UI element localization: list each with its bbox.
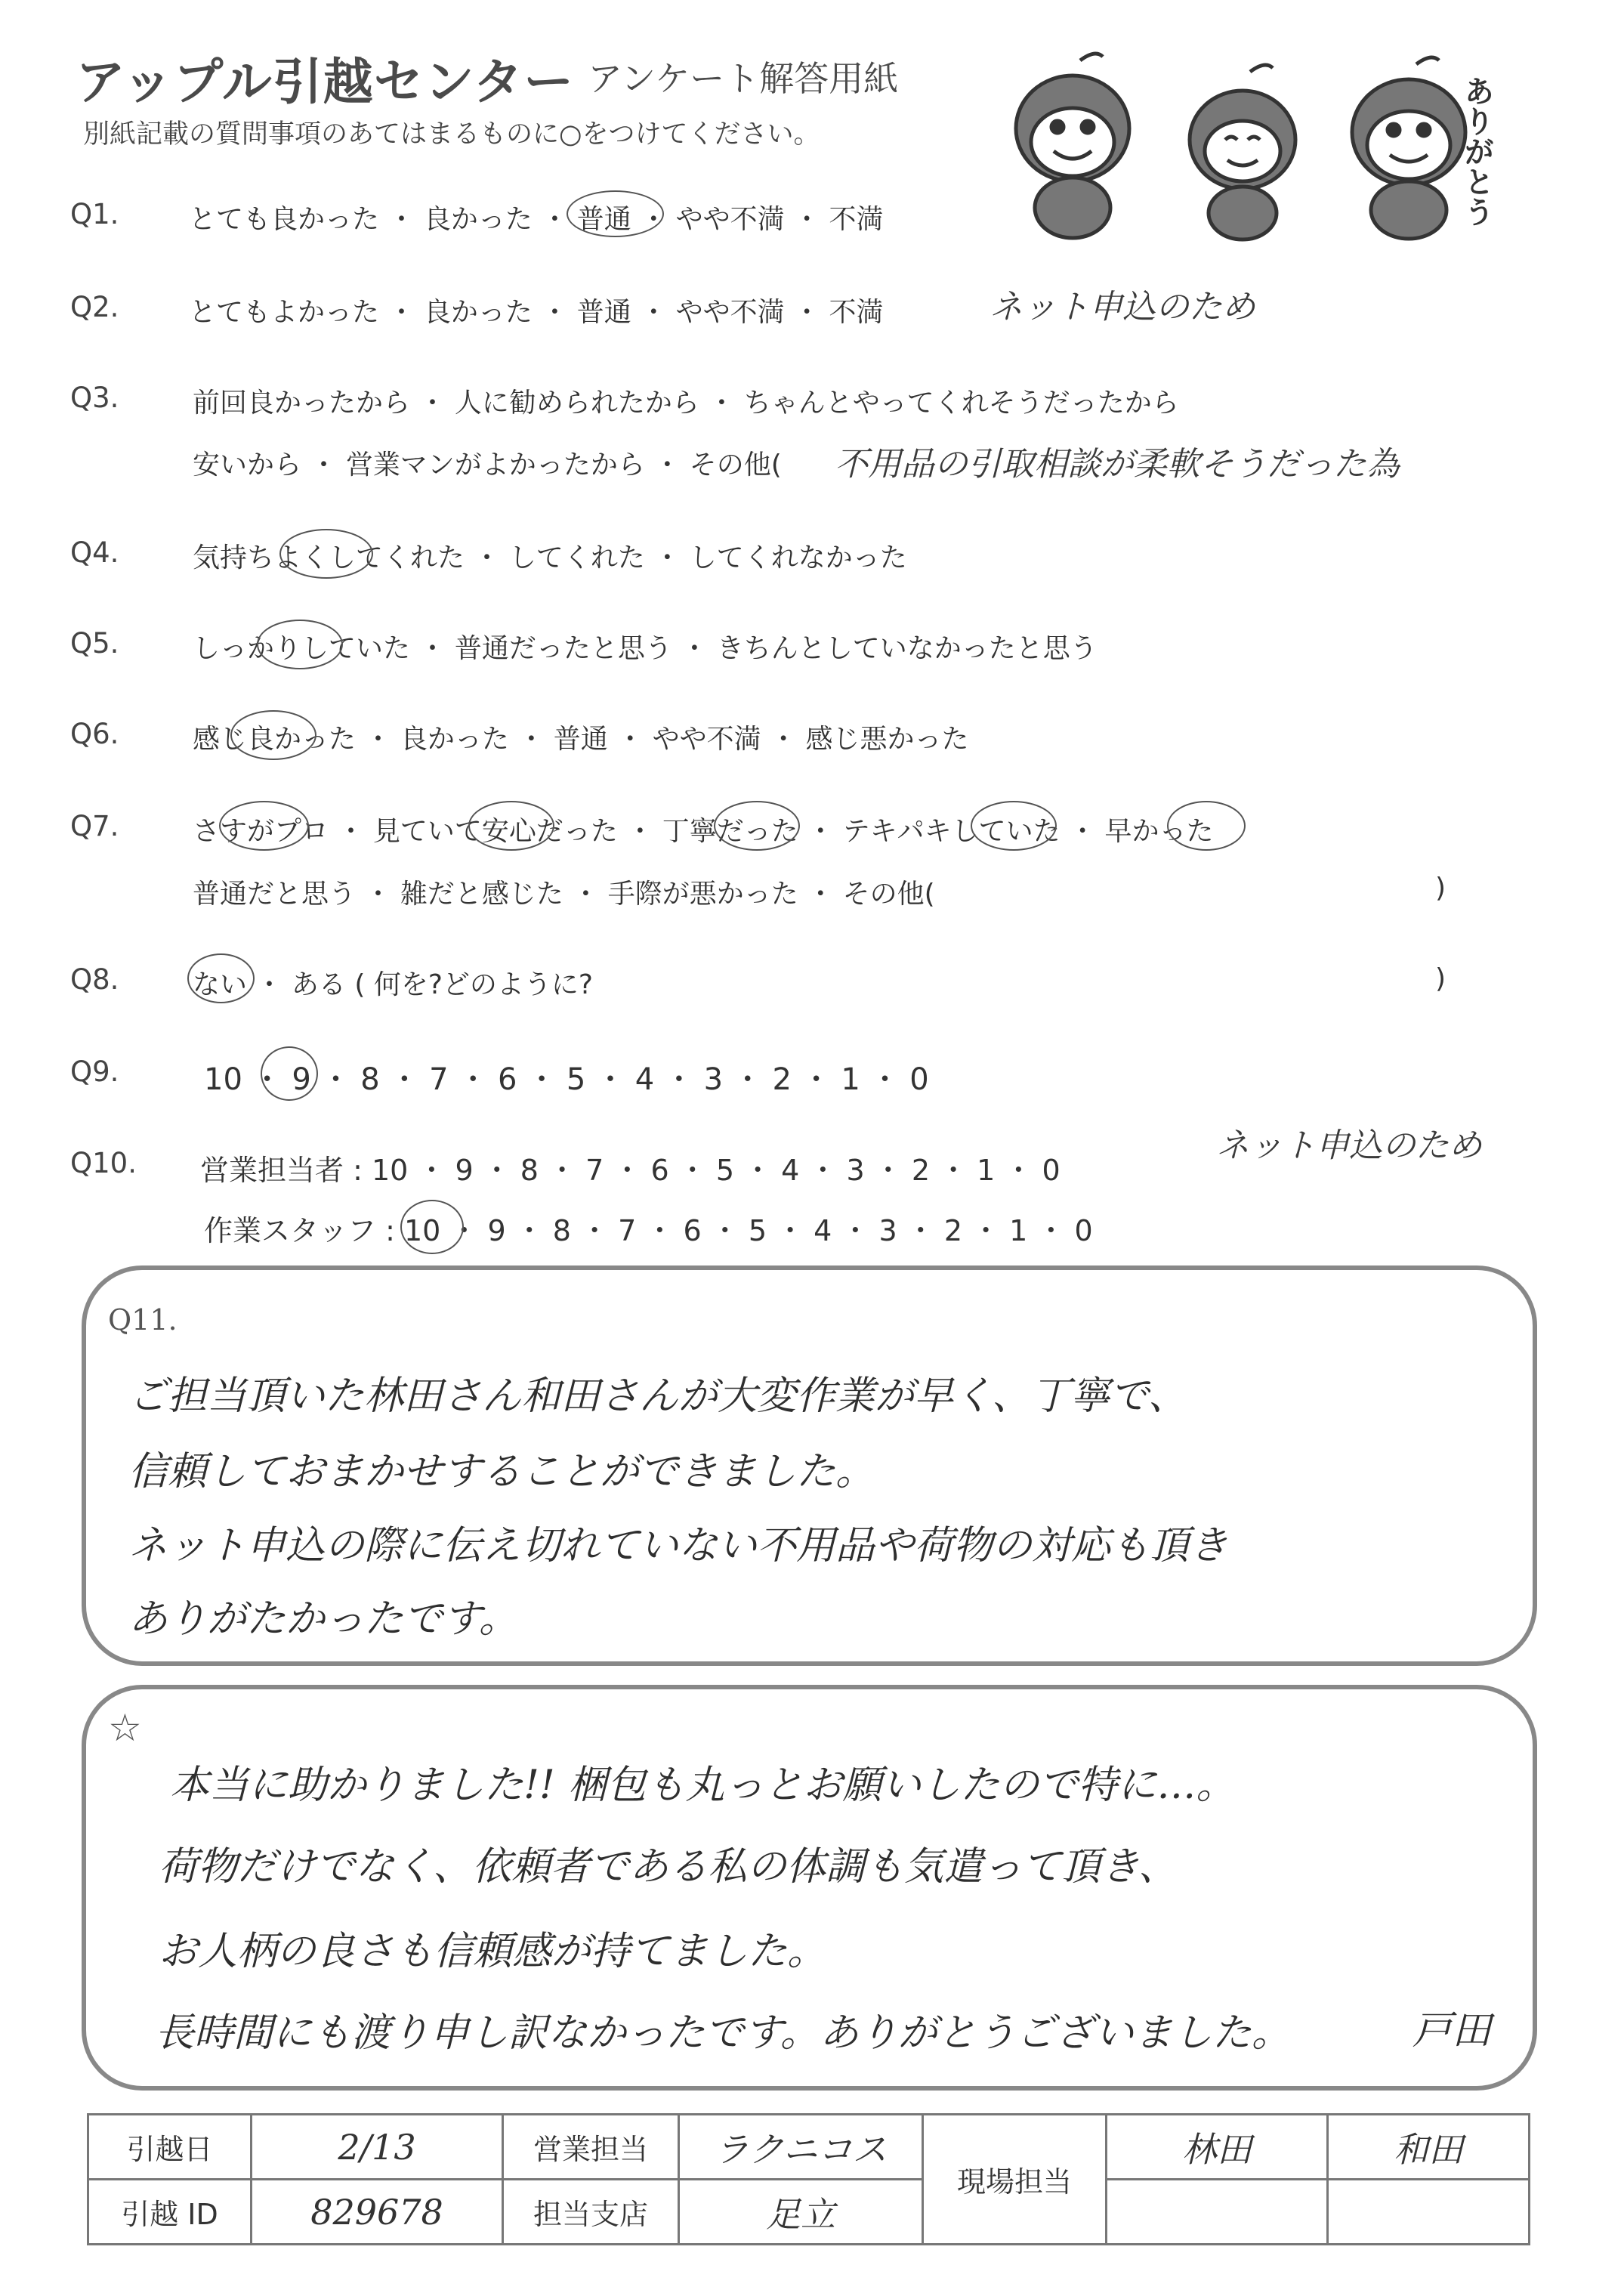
q6-options: 感じ良かった ・ 良かった ・ 普通 ・ やや不満 ・ 感じ悪かった bbox=[193, 724, 969, 755]
q2-handwritten-note: ネット申込のため bbox=[990, 288, 1255, 326]
q3-label: Q3. bbox=[70, 382, 119, 414]
q9-label: Q9. bbox=[70, 1055, 119, 1088]
survey-subtitle: アンケート解答用紙 bbox=[588, 58, 899, 99]
q10-handwritten-note: ネット申込のため bbox=[1216, 1126, 1482, 1165]
sales-label: 営業担当 bbox=[503, 2115, 679, 2180]
q8-close-paren: ) bbox=[1435, 963, 1446, 994]
move-id-value: 829678 bbox=[252, 2180, 503, 2245]
footer-info-table bbox=[87, 2113, 1530, 2245]
branch-value: 足立 bbox=[679, 2180, 923, 2245]
q1-options: とても良かった ・ 良かった ・ 普通 ・ やや不満 ・ 不満 bbox=[189, 204, 884, 235]
q10-label: Q10. bbox=[70, 1147, 137, 1179]
svg-text:ありがとう: ありがとう bbox=[1459, 76, 1494, 227]
site-staff-2: 和田 bbox=[1328, 2115, 1530, 2180]
q4-options: 気持ちよくしてくれた ・ してくれた ・ してくれなかった bbox=[193, 542, 907, 573]
q5-circle-mark bbox=[257, 620, 343, 669]
q11-line-2: 信頼しておまかせすることができました。 bbox=[128, 1449, 875, 1494]
q10-sales-scale: 営業担当者 : 10 ・ 9 ・ 8 ・ 7 ・ 6 ・ 5 ・ 4 ・ 3 ・ 2 ・ 1 ・ 0 bbox=[200, 1154, 1061, 1187]
q3-options-line1: 前回良かったから ・ 人に勧められたから ・ ちゃんとやってくれそうだったから bbox=[193, 388, 1179, 419]
move-id-label: 引越 ID bbox=[88, 2180, 252, 2245]
mascot-monkeys-image bbox=[982, 45, 1511, 242]
q4-circle-mark bbox=[279, 529, 373, 579]
q11-line-4: ありがたかったです。 bbox=[128, 1596, 518, 1642]
q8-circle-mark bbox=[187, 953, 255, 1003]
q7-options-line2: 普通だと思う ・ 雑だと感じた ・ 手際が悪かった ・ その他( bbox=[193, 879, 935, 910]
q5-label: Q5. bbox=[70, 627, 119, 660]
q10-circle-mark bbox=[400, 1200, 464, 1254]
q7-circle-mark-5 bbox=[1167, 801, 1246, 851]
q7-circle-mark-2 bbox=[468, 801, 554, 851]
star-line-4: 長時間にも渡り申し訳なかったです。ありがとうございました。 bbox=[155, 2010, 1291, 2056]
move-date-label: 引越日 bbox=[88, 2115, 252, 2180]
q8-label: Q8. bbox=[70, 963, 119, 996]
q11-line-3: ネット申込の際に伝え切れていない不用品や荷物の対応も頂き bbox=[128, 1523, 1229, 1568]
q11-label: Q11. bbox=[108, 1303, 178, 1337]
q3-handwritten-note: 不用品の引取相談が柔軟そうだった為 bbox=[835, 445, 1400, 484]
q11-line-1: ご担当頂いた林田さん和田さんが大変作業が早く、丁寧で、 bbox=[128, 1374, 1187, 1419]
site-staff-blank-2 bbox=[1328, 2180, 1530, 2245]
q8-options: ない ・ ある ( 何を?どのように? bbox=[193, 969, 594, 1000]
q9-circle-mark bbox=[261, 1046, 318, 1101]
q7-circle-mark-1 bbox=[219, 801, 309, 851]
q7-label: Q7. bbox=[70, 810, 119, 842]
q5-options: しっかりしていた ・ 普通だったと思う ・ きちんとしていなかったと思う bbox=[193, 633, 1098, 664]
q9-scale: 10 ・ 9 ・ 8 ・ 7 ・ 6 ・ 5 ・ 4 ・ 3 ・ 2 ・ 1 ・ 0 bbox=[204, 1062, 929, 1097]
q7-close-paren: ) bbox=[1435, 873, 1446, 904]
branch-label: 担当支店 bbox=[503, 2180, 679, 2245]
q7-options-line1: さすがプロ ・ 見ていて安心だった ・ 丁寧だった ・ テキパキしていた ・ 早かった bbox=[193, 816, 1214, 847]
site-staff-1: 林田 bbox=[1107, 2115, 1328, 2180]
instruction-text: 別紙記載の質問事項のあてはまるものに○をつけてください。 bbox=[83, 119, 820, 150]
sales-value: ラクニコス bbox=[679, 2115, 923, 2180]
q2-label: Q2. bbox=[70, 291, 119, 323]
site-staff-label: 現場担当 bbox=[923, 2115, 1107, 2245]
q7-circle-mark-4 bbox=[971, 801, 1057, 851]
star-line-1: 本当に助かりました!! 梱包も丸っとお願いしたので特に…。 bbox=[170, 1763, 1236, 1808]
star-line-2: 荷物だけでなく、依頼者である私の体調も気遣って頂き、 bbox=[159, 1844, 1178, 1890]
site-staff-blank-1 bbox=[1107, 2180, 1328, 2245]
customer-signature: 戸田 bbox=[1413, 2008, 1492, 2054]
q1-circle-mark bbox=[567, 190, 664, 237]
q4-label: Q4. bbox=[70, 536, 119, 569]
q3-options-line2: 安いから ・ 営業マンがよかったから ・ その他( bbox=[193, 450, 782, 481]
q7-circle-mark-3 bbox=[714, 801, 800, 851]
q6-circle-mark bbox=[230, 710, 316, 760]
q1-label: Q1. bbox=[70, 198, 119, 230]
q2-options: とてもよかった ・ 良かった ・ 普通 ・ やや不満 ・ 不満 bbox=[189, 297, 884, 328]
star-icon: ☆ bbox=[108, 1706, 142, 1750]
q10-staff-scale: 作業スタッフ : 10 ・ 9 ・ 8 ・ 7 ・ 6 ・ 5 ・ 4 ・ 3 ・ 2 ・ 1 ・ 0 bbox=[204, 1214, 1093, 1247]
star-line-3: お人柄の良さも信頼感が持てました。 bbox=[159, 1929, 827, 1974]
q6-label: Q6. bbox=[70, 718, 119, 750]
survey-title: アップル引越センター bbox=[76, 53, 575, 111]
move-date-value: 2/13 bbox=[252, 2115, 503, 2180]
